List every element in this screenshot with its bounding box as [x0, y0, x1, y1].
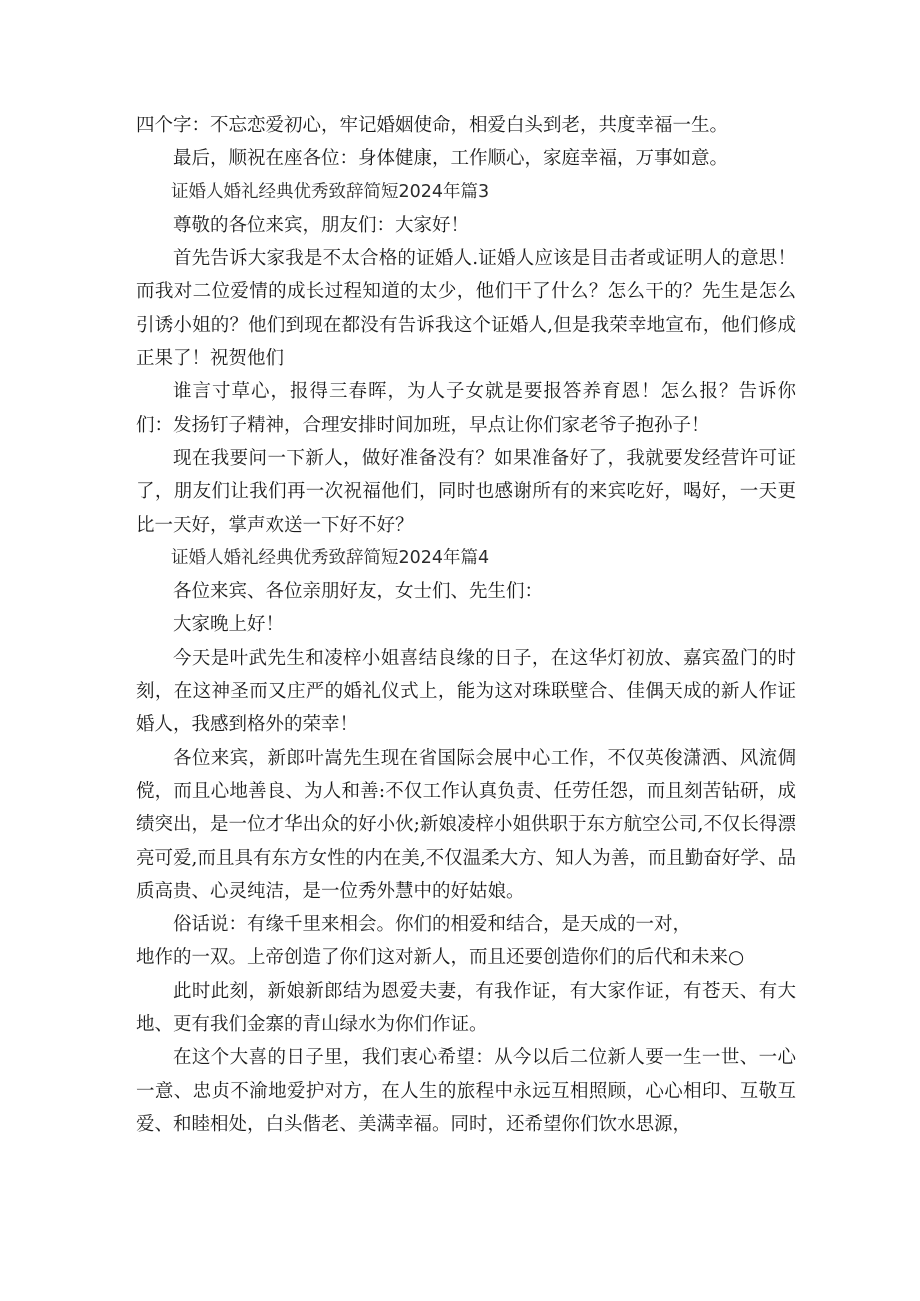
paragraph: 此时此刻，新娘新郎结为恩爱夫妻，有我作证，有大家作证，有苍天、有大地、更有我们金寨的青山绿水为你们作证。 [136, 980, 796, 1036]
paragraph: 现在我要问一下新人，做好准备没有？如果准备好了，我就要发经营许可证了，朋友们让我们再一次祝福他们，同时也感谢所有的来宾吃好，喝好，一天更比一天好，掌声欢送一下好不好？ [136, 447, 796, 536]
paragraph: 最后，顺祝在座各位：身体健康，工作顺心，家庭幸福，万事如意。 [173, 148, 729, 170]
paragraph: 今天是叶武先生和凌梓小姐喜结良缘的日子，在这华灯初放、嘉宾盈门的时刻，在这神圣而又庄严的婚礼仪式上，能为这对珠联壁合、佳偶天成的新人作证婚人，我感到格外的荣幸！ [136, 647, 796, 736]
paragraph: 在这个大喜的日子里，我们衷心希望：从今以后二位新人要一生一世、一心一意、忠贞不渝地爱护对方，在人生的旅程中永远互相照顾，心心相印、互敬互爱、和睦相处，白头偕老、美满幸福。同时，还希望你们饮水思源， [136, 1047, 796, 1135]
paragraph: 四个字：不忘恋爱初心，牢记婚姻使命，相爱白头到老，共度幸福一生。 [136, 115, 729, 136]
paragraph-line: 俗话说：有缘千里来相会。你们的相爱和结合，是天成的一对， [173, 914, 692, 936]
paragraph-line: 地作的一双。上帝创造了你们这对新人，而且还要创造你们的后代和未来○ [136, 947, 745, 969]
paragraph: 各位来宾，新郎叶嵩先生现在省国际会展中心工作，不仅英俊潇洒、风流倜傥，而且心地善良、为人和善:不仅工作认真负责、任劳任怨，而且刻苦钻研，成绩突出，是一位才华出众的好小伙;新娘凌梓小姐供职于东方航空公司,不仅长得漂亮可爱,而且具有东方女性的内在美,不仅温柔大方、知人为善，而且勤奋好学、品质高贵、心灵纯洁，是一位秀外慧中的好姑娘。 [136, 747, 796, 902]
paragraph: 各位来宾、各位亲朋好友，女士们、先生们： [173, 581, 544, 603]
paragraph [136, 908, 796, 975]
paragraph: 尊敬的各位来宾，朋友们：大家好！ [173, 214, 470, 236]
section-heading: 证婚人婚礼经典优秀致辞简短2024年篇3 [171, 181, 490, 202]
paragraph: 首先告诉大家我是不太合格的证婚人.证婚人应该是目击者或证明人的意思！而我对二位爱情的成长过程知道的太少，他们干了什么？怎么干的？先生是怎么引诱小姐的？他们到现在都没有告诉我这个证婚人,但是我荣幸地宣布，他们修成正果了！祝贺他们 [136, 248, 796, 370]
section-heading: 证婚人婚礼经典优秀致辞简短2024年篇4 [171, 547, 490, 568]
paragraph: 谁言寸草心，报得三春晖，为人子女就是要报答养育恩！怎么报？告诉你们：发扬钉子精神，合理安排时间加班，早点让你们家老爷子抱孙子！ [136, 381, 796, 436]
document-body [136, 109, 796, 1141]
paragraph: 大家晚上好！ [173, 614, 285, 636]
